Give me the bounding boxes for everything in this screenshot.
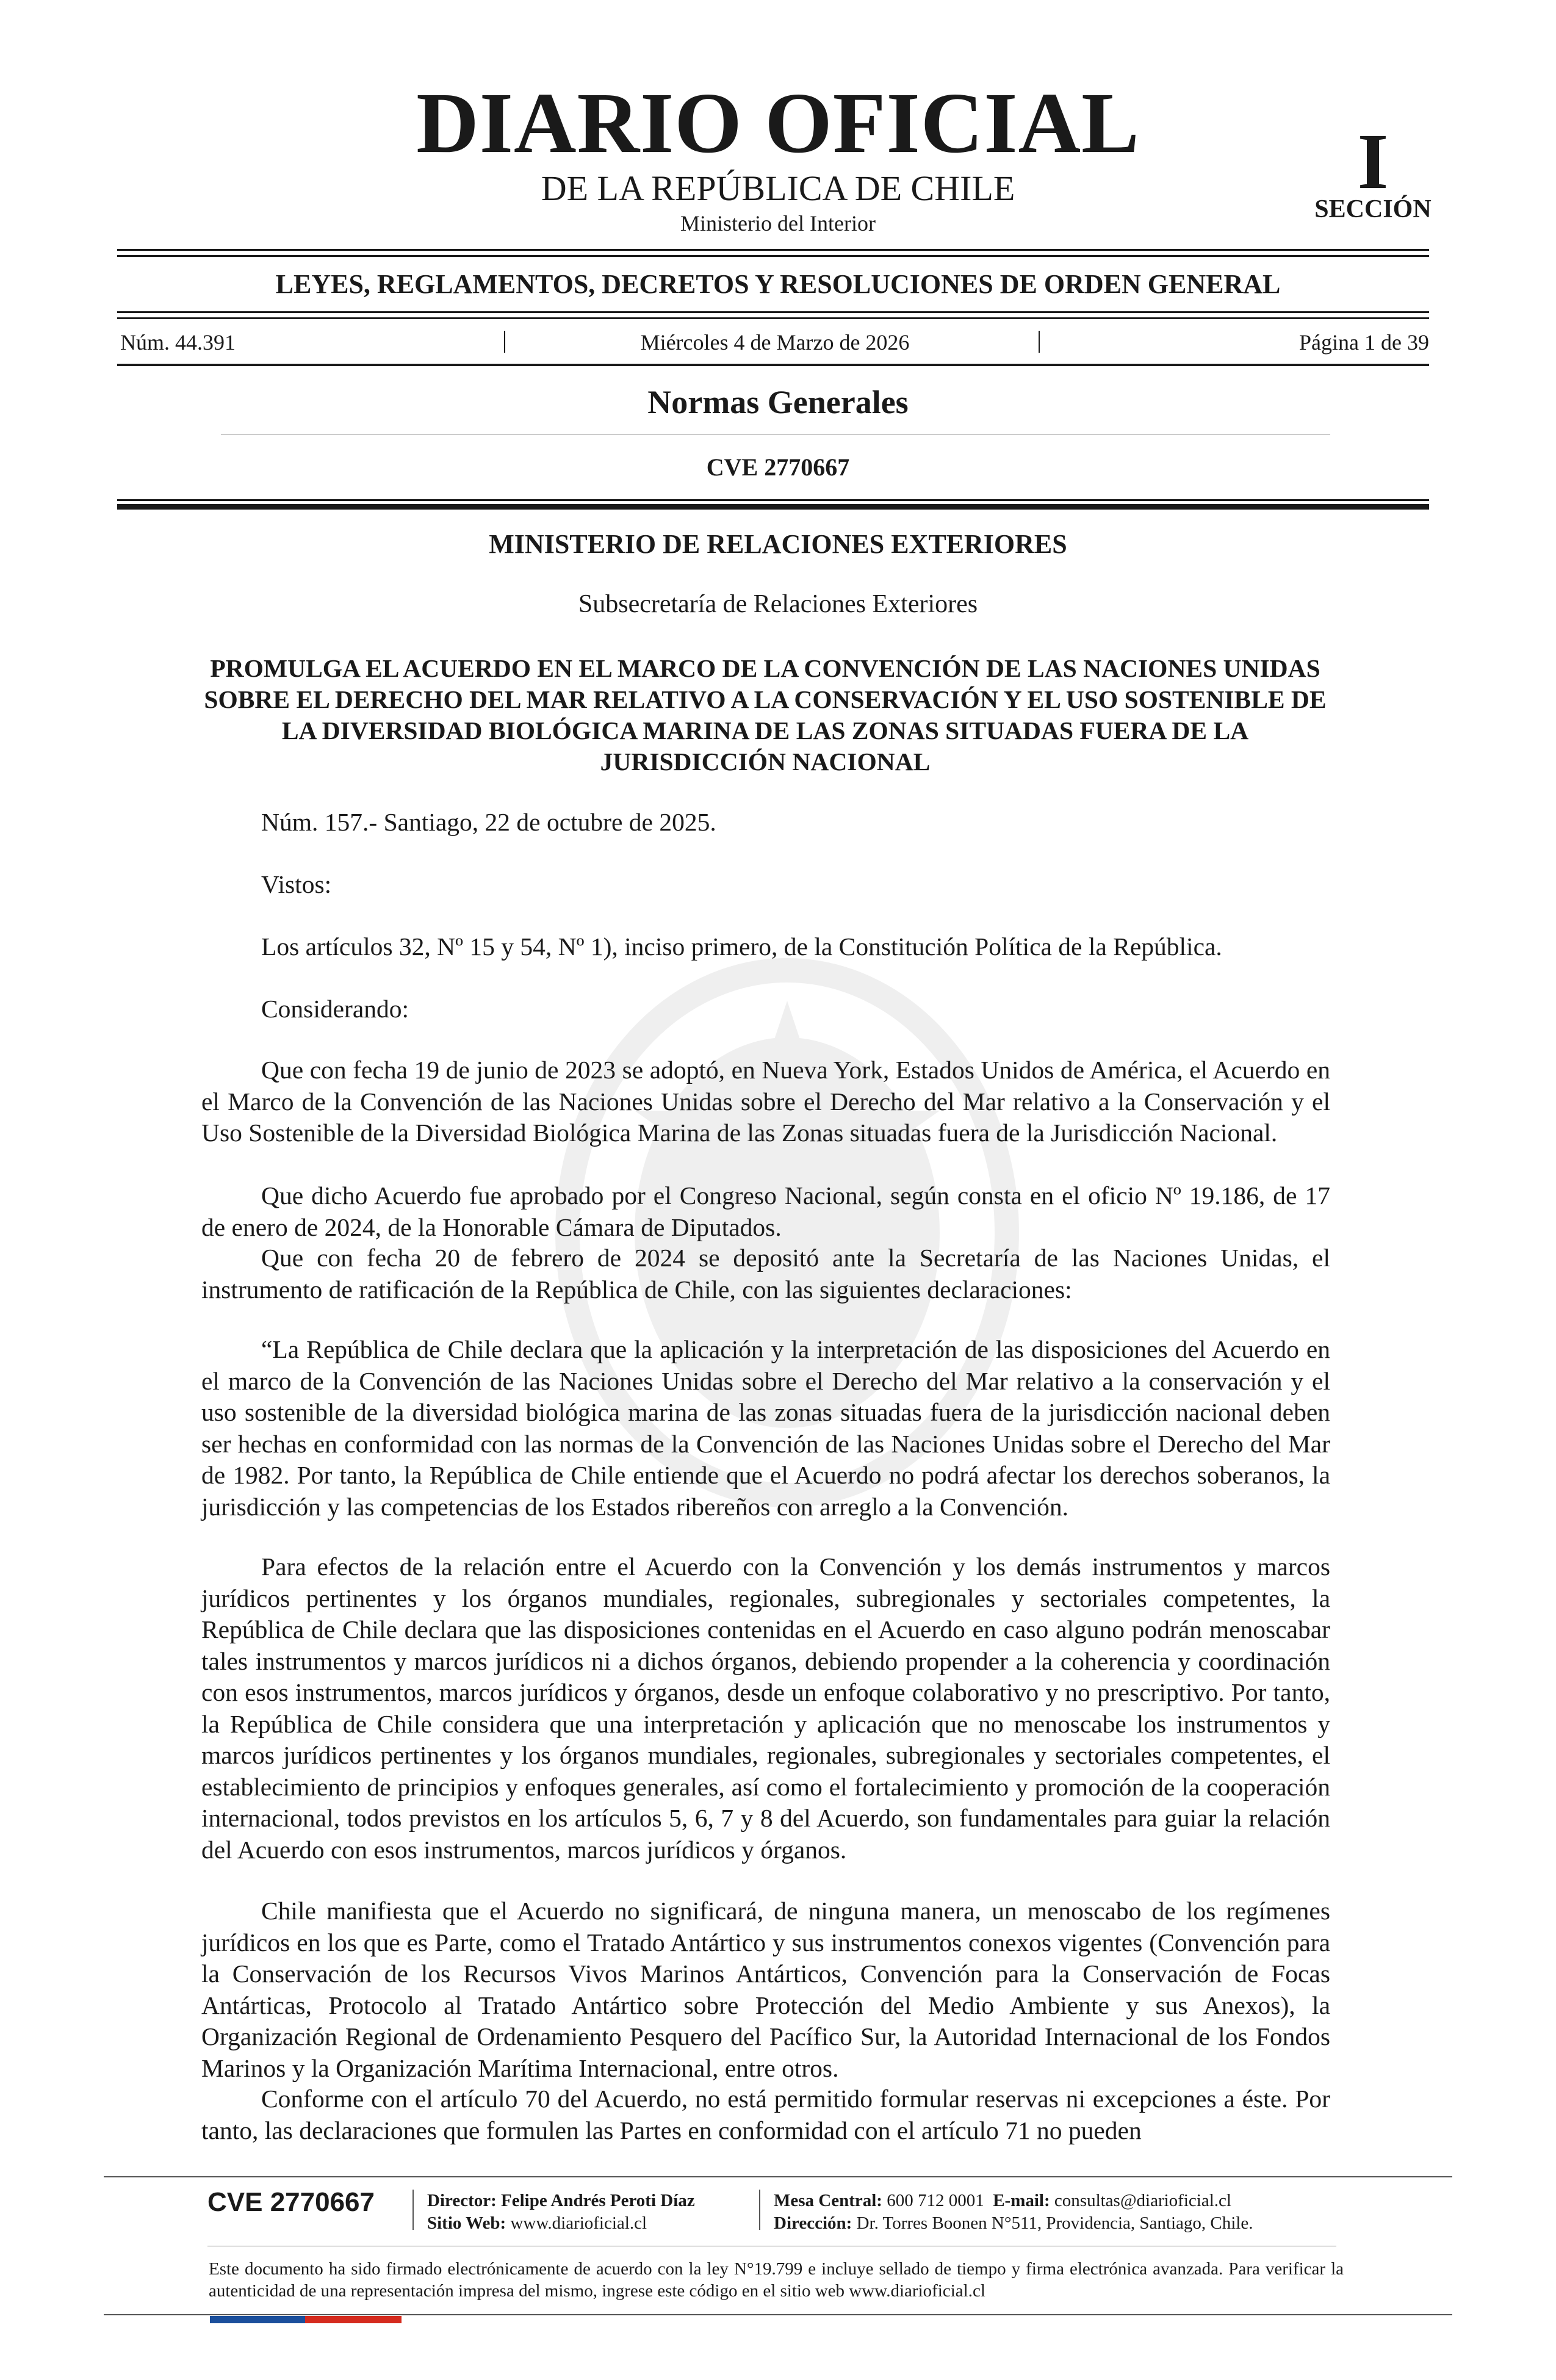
section-number: I — [1357, 118, 1389, 206]
paragraph: Chile manifiesta que el Acuerdo no significará, de ninguna manera, un menoscabo de los regímenes jurídicos en los que es Parte, como el Tratado Antártico y sus instrumentos conexos vigentes (Convención para la Conservación de los Recursos Vivos Marinos Antárticos, Convención para la Conservación de Focas Antárticas, Protocolo al Tratado Antártico sobre Protección del Medio Ambiente y sus Anexos), la Organización Regional de Ordenamiento Pesquero del Pacífico Sur, la Autoridad Internacional de los Fondos Marinos y la Organización Marítima Internacional, entre otros. — [201, 1897, 1330, 2082]
flag-stripe-blue — [210, 2316, 305, 2323]
info-bar-divider — [1039, 331, 1040, 353]
footer-address: Dirección: Dr. Torres Boonen N°511, Providencia, Santiago, Chile. — [774, 2213, 1253, 2233]
paragraph: Para efectos de la relación entre el Acuerdo con la Convención y los demás instrumentos y marcos jurídicos pertinentes y los órganos mundiales, regionales, subregionales y sectoriales competentes, la República de Chile declara que las disposiciones contenidas en el Acuerdo en caso alguno podrán menoscabar tales instrumentos y marcos jurídicos ni a dichos órganos, debiendo propender a la coherencia y coordinación con esos instrumentos, marcos jurídicos y órganos, desde un enfoque colaborativo y no prescriptivo. Por tanto, la República de Chile considera que una interpretación y aplicación que no menoscabe los instrumentos y marcos jurídicos pertinentes y los órganos mundiales, regionales, subregionales y sectoriales competentes, el establecimiento de principios y enfoques generales, así como el fortalecimiento y promoción de la cooperación internacional, todos previstos en los artículos 5, 6, 7 y 8 del Acuerdo, son fundamentales para guiar la relación del Acuerdo con esos instrumentos, marcos jurídicos y órganos. — [201, 1552, 1330, 1864]
signature-notice: Este documento ha sido firmado electrónicamente de acuerdo con la ley N°19.799 e incluye sellado de tiempo y firma electrónica avanzada. Para verificar la autenticidad de una representación impresa del mismo, ingrese este código en el sitio web www.diarioficial.cl — [209, 2259, 1344, 2301]
paragraph: Conforme con el artículo 70 del Acuerdo, no está permitido formular reservas ni excepciones a éste. Por tanto, las declaraciones que formulen las Partes en conformidad con el artículo 71 no pueden — [201, 2085, 1330, 2144]
info-bar-rule — [117, 364, 1429, 366]
masthead-subtitle: DE LA REPÚBLICA DE CHILE — [541, 168, 1015, 208]
footer-website[interactable]: Sitio Web: www.diarioficial.cl — [427, 2213, 647, 2233]
decree-title: PROMULGA EL ACUERDO EN EL MARCO DE LA CONVENCIÓN DE LAS NACIONES UNIDAS SOBRE EL DERECHO DEL MAR RELATIVO A LA CONSERVACIÓN Y EL USO SOSTENIBLE DE LA DIVERSIDAD BIOLÓGICA MARINA DE LAS ZONAS SITUADAS FUERA DE LA JURISDICCIÓN NACIONAL — [204, 654, 1327, 776]
paragraph: Que con fecha 20 de febrero de 2024 se depositó ante la Secretaría de las Naciones Unidas, el instrumento de ratificación de la República de Chile, con las siguientes declaraciones: — [201, 1244, 1330, 1304]
paragraph: “La República de Chile declara que la aplicación y la interpretación de las disposiciones del Acuerdo en el marco de la Convención de las Naciones Unidas sobre el Derecho del Mar relativo a la conservación y el uso sostenible de la diversidad biológica marina de las zonas situadas fuera de la jurisdicción nacional deben ser hechas en conformidad con las normas de la Convención de las Naciones Unidas sobre el Derecho del Mar de 1982. Por tanto, la República de Chile entiende que el Acuerdo no podrá afectar los derechos soberanos, la jurisdicción y las competencias de los Estados ribereños con arreglo a la Convención. — [201, 1335, 1330, 1521]
body-rule-thick — [117, 504, 1429, 510]
section-heading: LEYES, REGLAMENTOS, DECRETOS Y RESOLUCIONES DE ORDEN GENERAL — [275, 269, 1281, 299]
footer-divider — [412, 2190, 414, 2230]
subsecretaria: Subsecretaría de Relaciones Exteriores — [578, 590, 978, 618]
heading-rule-2 — [117, 317, 1429, 319]
vistos-label: Vistos: — [261, 870, 332, 898]
footer-cve-code: CVE 2770667 — [207, 2187, 375, 2217]
page-indicator: Página 1 de 39 — [1299, 330, 1429, 355]
footer-rule-bottom — [104, 2314, 1452, 2315]
paragraph: Que con fecha 19 de junio de 2023 se adoptó, en Nueva York, Estados Unidos de América, el Acuerdo en el Marco de la Convención de las Naciones Unidas sobre el Derecho del Mar relativo a la Conservación y el Uso Sostenible de la Diversidad Biológica Marina de las Zonas situadas fuera de la Jurisdicción Nacional. — [201, 1056, 1330, 1147]
footer-director: Director: Felipe Andrés Peroti Díaz — [427, 2191, 695, 2210]
footer-rule-top — [104, 2176, 1452, 2177]
cve-code: CVE 2770667 — [706, 453, 850, 481]
footer-email[interactable]: consultas@diarioficial.cl — [1054, 2191, 1231, 2210]
decree-number-line: Núm. 157.- Santiago, 22 de octubre de 2025. — [261, 808, 716, 836]
issue-date: Miércoles 4 de Marzo de 2026 — [640, 330, 910, 355]
considerando-label: Considerando: — [261, 995, 409, 1023]
paragraph: Que dicho Acuerdo fue aprobado por el Congreso Nacional, según consta en el oficio Nº 19.186, de 17 de enero de 2024, de la Honorable Cámara de Diputados. — [201, 1181, 1330, 1241]
category-title: Normas Generales — [647, 384, 909, 420]
section-label: SECCIÓN — [1314, 195, 1432, 223]
flag-stripe-red — [305, 2316, 402, 2323]
issue-number: Núm. 44.391 — [120, 330, 236, 355]
masthead-ministry: Ministerio del Interior — [680, 211, 876, 236]
masthead-rule-top — [117, 249, 1429, 251]
body-rule-thin — [117, 499, 1429, 501]
footer-mesa-central: Mesa Central: 600 712 0001 E-mail: consultas@diarioficial.cl — [774, 2191, 1231, 2210]
vistos-text: Los artículos 32, Nº 15 y 54, Nº 1), inciso primero, de la Constitución Política de la República. — [261, 932, 1222, 961]
masthead-rule-top-2 — [117, 255, 1429, 257]
footer-divider — [759, 2190, 760, 2230]
masthead-title: DIARIO OFICIAL — [416, 74, 1140, 171]
ministry-name: MINISTERIO DE RELACIONES EXTERIORES — [489, 529, 1067, 559]
heading-rule-1 — [117, 311, 1429, 313]
